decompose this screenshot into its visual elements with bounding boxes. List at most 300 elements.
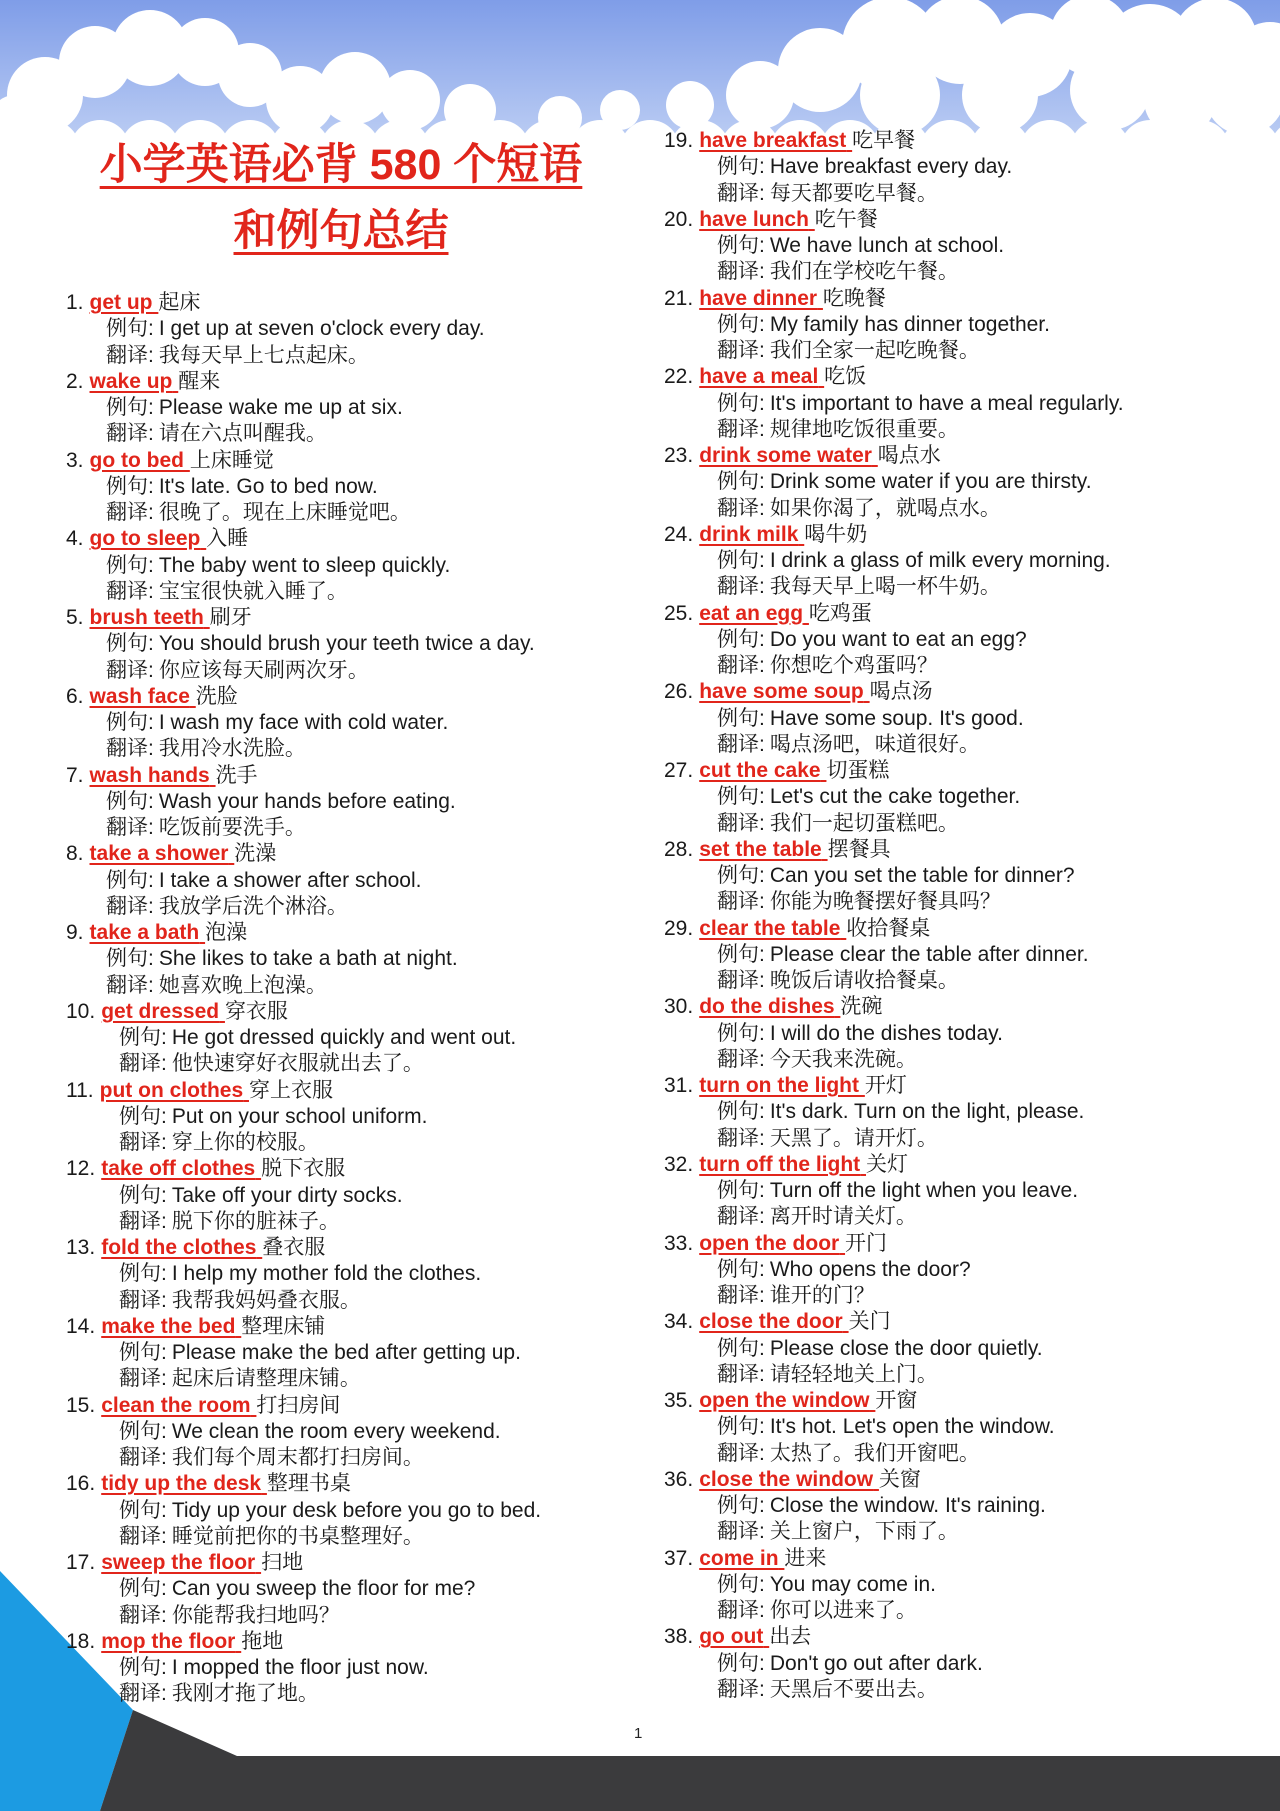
example-label: 例句: <box>119 1341 167 1364</box>
phrase-line <box>66 1393 636 1419</box>
translation-line <box>664 496 1264 522</box>
phrase-meaning: 拖地 <box>241 1629 284 1653</box>
phrase-text: make the bed <box>101 1314 236 1338</box>
phrase-meaning: 收拾餐桌 <box>846 916 931 940</box>
entry-number: 1. <box>66 291 84 314</box>
translation-label: 翻译: <box>106 343 154 367</box>
phrase-entry <box>664 679 1264 758</box>
example-line <box>66 1576 636 1602</box>
phrase-entry <box>66 448 636 527</box>
phrase-entry <box>66 1314 636 1393</box>
translation-line <box>664 1677 1264 1703</box>
entry-number: 12. <box>66 1157 96 1181</box>
example-line <box>664 1493 1264 1519</box>
example-line <box>664 627 1264 653</box>
phrase-text: eat an egg <box>699 601 804 625</box>
phrase-entry <box>66 999 636 1078</box>
phrase-line <box>66 684 636 710</box>
translation-sentence: 规律地吃饭很重要。 <box>769 417 959 441</box>
phrase-line <box>664 1467 1264 1493</box>
phrase-line <box>66 1471 636 1497</box>
example-label: 例句: <box>717 312 765 336</box>
translation-label: 翻译: <box>119 1603 167 1627</box>
phrase-line <box>664 128 1264 154</box>
translation-label: 翻译: <box>717 1677 765 1701</box>
phrase-text: turn off the light <box>699 1152 861 1176</box>
example-sentence: I drink a glass of milk every morning. <box>769 549 1111 572</box>
translation-line <box>66 343 636 369</box>
translation-line <box>66 579 636 605</box>
translation-label: 翻译: <box>717 1284 765 1307</box>
phrase-text: come in <box>699 1546 779 1570</box>
phrase-text: cut the cake <box>699 759 821 782</box>
example-line <box>66 789 636 815</box>
entry-number: 36. <box>664 1467 694 1491</box>
translation-line <box>664 732 1264 758</box>
translation-label: 翻译: <box>717 1047 765 1071</box>
example-sentence: Let's cut the cake together. <box>769 785 1021 809</box>
phrase-text: open the window <box>699 1389 870 1412</box>
example-sentence: Have breakfast every day. <box>769 155 1013 179</box>
example-line <box>66 1419 636 1445</box>
phrase-meaning: 洗碗 <box>840 995 883 1019</box>
translation-label: 翻译: <box>717 732 765 756</box>
phrase-entry <box>66 1156 636 1235</box>
entry-number: 5. <box>66 606 84 629</box>
translation-label: 翻译: <box>717 496 765 520</box>
entry-number: 20. <box>664 207 694 231</box>
translation-sentence: 穿上你的校服。 <box>171 1131 319 1154</box>
phrase-entry <box>664 1546 1264 1625</box>
translation-sentence: 我放学后洗个淋浴。 <box>158 894 348 918</box>
translation-line <box>664 338 1264 364</box>
entry-number: 6. <box>66 684 84 708</box>
example-sentence: Please make the bed after getting up. <box>171 1341 521 1364</box>
example-label: 例句: <box>717 1257 765 1281</box>
translation-line <box>66 1366 636 1392</box>
phrase-text: put on clothes <box>99 1078 244 1102</box>
phrase-entry <box>66 684 636 763</box>
translation-line <box>66 1445 636 1471</box>
phrase-entry <box>66 605 636 684</box>
translation-sentence: 我们每个周末都打扫房间。 <box>171 1446 424 1469</box>
example-sentence: I wash my face with cold water. <box>158 711 449 734</box>
translation-label: 翻译: <box>119 1209 167 1233</box>
translation-label: 翻译: <box>717 969 765 992</box>
example-label: 例句: <box>717 391 765 415</box>
phrase-text: drink some water <box>699 444 872 467</box>
phrase-entry <box>664 1231 1264 1310</box>
phrase-entry <box>66 1393 636 1472</box>
phrase-meaning: 上床睡觉 <box>189 448 274 472</box>
phrase-line <box>66 841 636 867</box>
phrase-entry <box>66 1629 636 1708</box>
phrase-line <box>66 1314 636 1340</box>
example-line <box>66 474 636 500</box>
phrase-meaning: 关窗 <box>878 1467 921 1491</box>
translation-line <box>664 574 1264 600</box>
phrase-entry <box>664 1152 1264 1231</box>
phrase-meaning: 起床 <box>158 291 201 314</box>
translation-label: 翻译: <box>717 1126 765 1150</box>
entry-number: 32. <box>664 1152 694 1176</box>
phrase-meaning: 入睡 <box>206 527 249 551</box>
example-sentence: We have lunch at school. <box>769 234 1005 257</box>
phrase-text: get dressed <box>101 999 220 1023</box>
example-sentence: I help my mother fold the clothes. <box>171 1262 482 1286</box>
translation-sentence: 我每天早上喝一杯牛奶。 <box>769 575 1001 599</box>
translation-label: 翻译: <box>717 811 765 835</box>
phrase-text: set the table <box>699 837 822 861</box>
example-label: 例句: <box>119 1656 167 1679</box>
example-line <box>664 1572 1264 1598</box>
translation-label: 翻译: <box>119 1367 167 1391</box>
phrase-line <box>664 1073 1264 1099</box>
translation-sentence: 你可以进来了。 <box>769 1599 917 1622</box>
translation-line <box>66 894 636 920</box>
example-sentence: Tidy up your desk before you go to bed. <box>171 1498 542 1522</box>
example-label: 例句: <box>106 632 154 656</box>
entry-number: 27. <box>664 759 694 782</box>
translation-line <box>66 1603 636 1629</box>
example-sentence: Please close the door quietly. <box>769 1336 1043 1360</box>
phrase-entry <box>664 286 1264 365</box>
example-line <box>66 1261 636 1287</box>
entry-number: 30. <box>664 995 694 1019</box>
translation-line <box>664 1283 1264 1309</box>
translation-label: 翻译: <box>106 737 154 761</box>
example-line <box>664 1651 1264 1677</box>
phrase-meaning: 切蛋糕 <box>826 759 890 782</box>
example-line <box>664 233 1264 259</box>
example-line <box>664 548 1264 574</box>
translation-line <box>66 658 636 684</box>
example-label: 例句: <box>119 1419 167 1443</box>
example-line <box>664 312 1264 338</box>
entry-number: 3. <box>66 448 84 472</box>
example-label: 例句: <box>717 627 765 651</box>
translation-label: 翻译: <box>106 501 154 524</box>
translation-label: 翻译: <box>717 890 765 914</box>
entry-number: 9. <box>66 921 84 944</box>
example-sentence: It's important to have a meal regularly. <box>769 391 1124 415</box>
phrase-text: tidy up the desk <box>101 1472 262 1496</box>
translation-sentence: 我帮我妈妈叠衣服。 <box>171 1288 361 1312</box>
example-sentence: Drink some water if you are thirsty. <box>769 470 1092 494</box>
phrase-text: brush teeth <box>89 606 204 629</box>
phrase-text: wash face <box>89 684 190 708</box>
phrase-meaning: 吃早餐 <box>852 129 916 152</box>
translation-label: 翻译: <box>119 1131 167 1154</box>
phrase-meaning: 洗手 <box>215 763 258 787</box>
translation-label: 翻译: <box>717 1599 765 1622</box>
example-line <box>66 1025 636 1051</box>
example-line <box>66 1498 636 1524</box>
example-line <box>66 316 636 342</box>
example-sentence: It's hot. Let's open the window. <box>769 1415 1055 1439</box>
phrase-entry <box>66 1078 636 1157</box>
translation-label: 翻译: <box>717 654 765 677</box>
example-sentence: Close the window. It's raining. <box>769 1494 1046 1517</box>
phrase-line <box>664 1546 1264 1572</box>
entry-number: 23. <box>664 444 694 467</box>
translation-line <box>664 1598 1264 1624</box>
phrase-meaning: 开门 <box>845 1231 888 1255</box>
translation-line <box>664 1519 1264 1545</box>
example-label: 例句: <box>717 1415 765 1439</box>
translation-label: 翻译: <box>106 422 154 446</box>
example-line <box>66 1183 636 1209</box>
translation-sentence: 你能为晚餐摆好餐具吗？ <box>769 890 1001 914</box>
translation-label: 翻译: <box>717 1362 765 1386</box>
phrase-meaning: 脱下衣服 <box>261 1157 346 1181</box>
phrase-entry <box>664 1624 1264 1703</box>
phrase-entry <box>664 916 1264 995</box>
entry-number: 2. <box>66 369 84 393</box>
example-label: 例句: <box>106 317 154 341</box>
phrase-line <box>66 290 636 316</box>
example-label: 例句: <box>717 1100 765 1124</box>
phrase-entry <box>66 1235 636 1314</box>
translation-sentence: 她喜欢晚上泡澡。 <box>158 973 327 997</box>
translation-sentence: 请轻轻地关上门。 <box>769 1362 938 1386</box>
entry-number: 16. <box>66 1472 96 1496</box>
phrase-entry <box>66 1550 636 1629</box>
entry-number: 33. <box>664 1231 694 1255</box>
phrase-text: go to sleep <box>89 527 201 551</box>
example-label: 例句: <box>717 1336 765 1360</box>
example-sentence: I mopped the floor just now. <box>171 1656 429 1679</box>
phrase-line <box>664 1388 1264 1414</box>
translation-line <box>66 1681 636 1707</box>
phrase-text: fold the clothes <box>101 1236 257 1259</box>
translation-line <box>66 1051 636 1077</box>
phrase-line <box>66 763 636 789</box>
translation-sentence: 今天我来洗碗。 <box>769 1047 917 1071</box>
example-sentence: He got dressed quickly and went out. <box>171 1026 517 1049</box>
example-label: 例句: <box>119 1262 167 1286</box>
example-line <box>664 469 1264 495</box>
translation-label: 翻译: <box>717 1520 765 1544</box>
phrase-entry <box>664 443 1264 522</box>
example-sentence: You may come in. <box>769 1572 936 1596</box>
phrase-line <box>66 1550 636 1576</box>
entry-number: 38. <box>664 1625 694 1649</box>
translation-label: 翻译: <box>717 417 765 441</box>
footer-dark-band <box>100 1710 1280 1811</box>
phrase-line <box>66 999 636 1025</box>
entry-number: 19. <box>664 129 694 152</box>
example-label: 例句: <box>717 1572 765 1596</box>
phrase-meaning: 出去 <box>769 1625 812 1649</box>
example-line <box>664 784 1264 810</box>
entry-number: 37. <box>664 1546 694 1570</box>
translation-sentence: 我们全家一起吃晚餐。 <box>769 339 980 362</box>
translation-sentence: 你想吃个鸡蛋吗？ <box>769 654 938 677</box>
phrase-meaning: 开灯 <box>864 1074 907 1097</box>
phrase-line <box>664 1152 1264 1178</box>
phrase-entry <box>664 1309 1264 1388</box>
translation-sentence: 天黑了。请开灯。 <box>769 1126 938 1150</box>
example-label: 例句: <box>106 868 154 892</box>
phrase-text: go to bed <box>89 448 184 472</box>
example-line <box>664 1099 1264 1125</box>
entry-number: 34. <box>664 1310 694 1334</box>
translation-label: 翻译: <box>119 1446 167 1469</box>
phrase-meaning: 喝牛奶 <box>804 522 868 546</box>
phrase-text: clean the room <box>101 1393 251 1417</box>
example-sentence: The baby went to sleep quickly. <box>158 553 451 577</box>
phrase-entry <box>66 526 636 605</box>
phrase-line <box>66 1156 636 1182</box>
phrase-line <box>664 364 1264 390</box>
phrase-meaning: 吃鸡蛋 <box>808 601 872 625</box>
translation-sentence: 太热了。我们开窗吧。 <box>769 1441 980 1465</box>
phrase-line <box>664 286 1264 312</box>
example-line <box>66 1340 636 1366</box>
example-line <box>664 1336 1264 1362</box>
translation-sentence: 宝宝很快就入睡了。 <box>158 579 348 603</box>
phrase-entry <box>66 1471 636 1550</box>
phrase-meaning: 叠衣服 <box>262 1236 326 1259</box>
phrase-entry <box>664 994 1264 1073</box>
example-line <box>664 391 1264 417</box>
phrase-meaning: 吃饭 <box>824 365 867 389</box>
phrase-text: take off clothes <box>101 1157 256 1181</box>
phrase-text: drink milk <box>699 522 799 546</box>
phrase-meaning: 整理书桌 <box>266 1472 351 1496</box>
example-sentence: You should brush your teeth twice a day. <box>158 632 535 656</box>
example-sentence: Do you want to eat an egg? <box>769 627 1027 651</box>
example-sentence: Please clear the table after dinner. <box>769 942 1089 966</box>
example-sentence: Take off your dirty socks. <box>171 1183 403 1207</box>
translation-line <box>66 1524 636 1550</box>
translation-line <box>664 889 1264 915</box>
phrase-meaning: 穿上衣服 <box>248 1078 333 1102</box>
example-label: 例句: <box>717 1179 765 1202</box>
translation-label: 翻译: <box>119 1052 167 1076</box>
phrase-line <box>664 994 1264 1020</box>
translation-line <box>66 736 636 762</box>
phrase-meaning: 喝点汤 <box>869 680 933 704</box>
example-line <box>664 1178 1264 1204</box>
example-label: 例句: <box>106 396 154 419</box>
phrase-line <box>664 207 1264 233</box>
example-label: 例句: <box>717 1021 765 1045</box>
phrase-text: open the door <box>699 1231 840 1255</box>
title-line-1: 小学英语必背 580 个短语 <box>99 141 583 189</box>
translation-label: 翻译: <box>106 579 154 603</box>
translation-sentence: 吃饭前要洗手。 <box>158 816 306 839</box>
entry-number: 28. <box>664 837 694 861</box>
translation-label: 翻译: <box>717 260 765 284</box>
entry-number: 22. <box>664 365 694 389</box>
example-line <box>66 553 636 579</box>
phrase-text: have some soup <box>699 680 864 704</box>
example-label: 例句: <box>106 789 154 813</box>
phrase-entry <box>664 207 1264 286</box>
example-sentence: I will do the dishes today. <box>769 1021 1003 1045</box>
translation-label: 翻译: <box>119 1288 167 1312</box>
translation-sentence: 我刚才拖了地。 <box>171 1682 319 1706</box>
phrase-meaning: 洗脸 <box>195 684 238 708</box>
phrase-text: go out <box>699 1625 764 1649</box>
translation-line <box>664 968 1264 994</box>
example-label: 例句: <box>717 470 765 494</box>
phrase-line <box>664 916 1264 942</box>
translation-line <box>66 1209 636 1235</box>
phrase-meaning: 洗澡 <box>234 842 277 866</box>
translation-sentence: 很晚了。现在上床睡觉吧。 <box>158 501 411 524</box>
translation-sentence: 请在六点叫醒我。 <box>158 422 327 446</box>
phrase-meaning: 打扫房间 <box>256 1393 341 1417</box>
translation-sentence: 如果你渴了，就喝点水。 <box>769 496 1001 520</box>
example-label: 例句: <box>119 1577 167 1601</box>
phrase-entry <box>664 837 1264 916</box>
phrase-text: have dinner <box>699 286 818 310</box>
phrase-entry <box>664 758 1264 837</box>
phrase-text: have lunch <box>699 207 809 231</box>
phrase-meaning: 泡澡 <box>205 921 248 944</box>
phrase-meaning: 摆餐具 <box>827 837 891 861</box>
translation-line <box>664 259 1264 285</box>
example-label: 例句: <box>119 1104 167 1128</box>
entry-number: 11. <box>66 1078 94 1102</box>
example-sentence: Put on your school uniform. <box>171 1104 428 1128</box>
entry-number: 29. <box>664 916 694 940</box>
phrase-entry <box>664 1467 1264 1546</box>
translation-line <box>664 653 1264 679</box>
example-label: 例句: <box>119 1026 167 1049</box>
phrase-text: take a bath <box>89 921 200 944</box>
phrase-meaning: 吃晚餐 <box>822 286 886 310</box>
example-line <box>664 1414 1264 1440</box>
example-line <box>664 154 1264 180</box>
example-sentence: Don't go out after dark. <box>769 1651 983 1675</box>
phrase-entry <box>66 290 636 369</box>
phrase-text: wake up <box>89 369 173 393</box>
phrase-meaning: 关灯 <box>866 1152 909 1176</box>
phrase-line <box>66 1235 636 1261</box>
example-label: 例句: <box>717 1494 765 1517</box>
example-line <box>66 868 636 894</box>
example-sentence: We clean the room every weekend. <box>171 1419 501 1443</box>
translation-label: 翻译: <box>717 1441 765 1465</box>
translation-label: 翻译: <box>106 973 154 997</box>
example-sentence: I get up at seven o'clock every day. <box>158 317 485 341</box>
translation-sentence: 你应该每天刷两次牙。 <box>158 658 369 682</box>
phrase-meaning: 进来 <box>784 1546 827 1570</box>
translation-line <box>664 1362 1264 1388</box>
translation-label: 翻译: <box>119 1524 167 1548</box>
example-line <box>66 395 636 421</box>
translation-line <box>664 811 1264 837</box>
translation-line <box>664 1441 1264 1467</box>
left-column <box>66 290 636 1708</box>
translation-line <box>664 181 1264 207</box>
translation-label: 翻译: <box>717 181 765 205</box>
entry-number: 17. <box>66 1551 96 1574</box>
entry-number: 10. <box>66 999 96 1023</box>
phrase-line <box>66 448 636 474</box>
example-sentence: Can you sweep the floor for me? <box>171 1577 476 1601</box>
translation-label: 翻译: <box>717 1205 765 1229</box>
example-label: 例句: <box>717 155 765 179</box>
translation-line <box>664 1047 1264 1073</box>
phrase-meaning: 刷牙 <box>209 606 252 629</box>
translation-sentence: 每天都要吃早餐。 <box>769 181 938 205</box>
example-sentence: I take a shower after school. <box>158 868 422 892</box>
